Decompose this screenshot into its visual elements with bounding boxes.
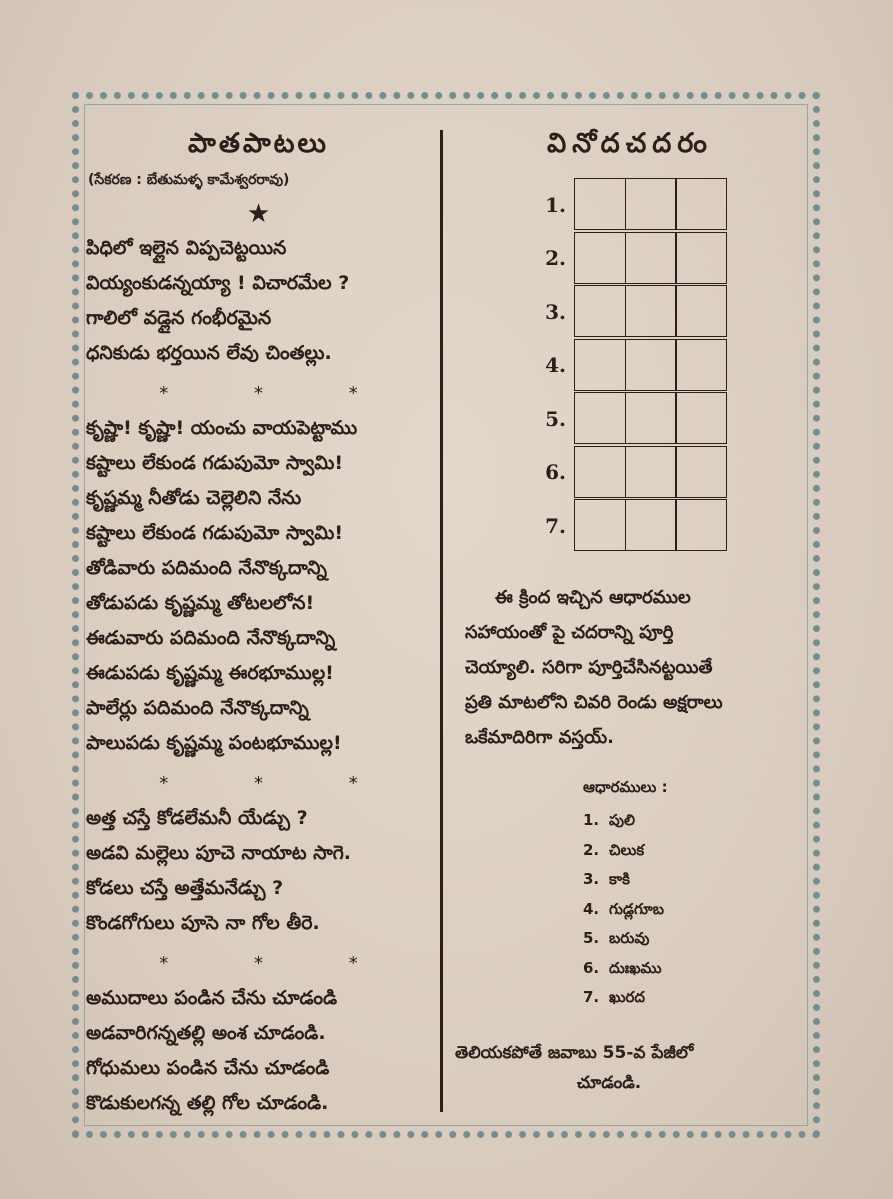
verse-line: అముదాలు పండిన చేను చూడండి (86, 987, 338, 1009)
grid-cell[interactable] (625, 392, 677, 444)
verse-line: కొండగోగులు పూసె నా గోల తీరె. (86, 912, 320, 934)
grid-row (532, 178, 726, 232)
row-number: 5. (545, 406, 566, 431)
grid-cell[interactable] (675, 392, 727, 444)
verse-line: పాలుపడు కృష్ణమ్మ పంటభూముల్ల! (86, 732, 342, 754)
grid-cell[interactable] (574, 339, 626, 391)
stanza-separator: * * * (159, 773, 358, 794)
row-number: 7. (545, 513, 566, 538)
verse-line: కష్టాలు లేకుండ గడుపుమో స్వామి! (86, 452, 343, 474)
verse-line: గాలిలో వడ్లైన గంభీరమైన (86, 307, 272, 329)
grid-cell[interactable] (675, 339, 727, 391)
grid-cell[interactable] (625, 499, 677, 551)
grid-cell[interactable] (675, 446, 727, 498)
clue-item: 1. పులి (583, 811, 635, 829)
verse-line: పాలేర్లు పదిమంది నేనొక్కదాన్ని (86, 697, 309, 719)
stanza-1 (86, 231, 431, 371)
grid-cell[interactable] (574, 446, 626, 498)
row-number: 4. (545, 353, 566, 378)
instruction-line: ఒకేమాదిరిగా వస్తయ్. (465, 727, 615, 748)
row-number: 6. (545, 460, 566, 485)
grid-row (532, 499, 726, 553)
verse-line: కృష్ణా! కృష్ణా! యంచు వాయపెట్టాము (86, 417, 358, 439)
stanza-2 (86, 411, 431, 761)
instruction-line: ప్రతి మాటలోని చివరి రెండు అక్షరాలు (465, 692, 723, 713)
grid-row (532, 285, 726, 339)
grid-row (532, 339, 726, 393)
grid-cell[interactable] (625, 339, 677, 391)
grid-cell[interactable] (675, 232, 727, 284)
instruction-line: సహాయంతో పై చదరాన్ని పూర్తి (465, 622, 674, 643)
stanza-3 (86, 801, 431, 941)
grid-cell[interactable] (675, 285, 727, 337)
column-divider (440, 130, 443, 1112)
verse-line: ఈడుపడు కృష్ణమ్మ ఈరభూముల్ల! (86, 662, 334, 684)
grid-cell[interactable] (625, 446, 677, 498)
verse-line: గోధుమలు పండిన చేను చూడండి (86, 1057, 330, 1079)
stanza-separator: * * * (159, 953, 358, 974)
instruction-line: చెయ్యాలి. సరిగా పూర్తిచేసినట్టయితే (465, 657, 713, 678)
word-square-grid (532, 178, 726, 553)
grid-cell[interactable] (574, 285, 626, 337)
star-icon: ★ (246, 199, 271, 229)
grid-cell[interactable] (625, 232, 677, 284)
verse-line: కోడలు చస్తే అత్తేమనేడ్చు ? (86, 877, 284, 899)
verse-line: ఈడువారు పదిమంది నేనొక్కదాన్ని (86, 627, 336, 649)
clues-list (583, 806, 664, 1013)
grid-cell[interactable] (675, 499, 727, 551)
grid-cell[interactable] (574, 178, 626, 230)
grid-cell[interactable] (675, 178, 727, 230)
verse-line: అత్త చస్తే కోడలేమనీ యేడ్చు ? (86, 807, 308, 829)
instructions (465, 580, 805, 755)
instruction-line: ఈ క్రింద ఇచ్చిన ఆధారముల (495, 587, 691, 608)
clue-item: 5. బరువు (583, 929, 650, 947)
grid-cell[interactable] (625, 285, 677, 337)
row-number: 3. (545, 299, 566, 324)
verse-line: ధనికుడు భర్తయిన లేవు చింతల్లు. (86, 342, 332, 364)
grid-row (532, 446, 726, 500)
clue-item: 3. కాకి (583, 870, 630, 888)
verse-line: కృష్ణమ్మ నీతోడు చెల్లెలిని నేను (86, 487, 302, 509)
verse-line: కొడుకులగన్న తల్లి గోల చూడండి. (86, 1092, 329, 1114)
grid-cell[interactable] (574, 232, 626, 284)
word-square-column (455, 118, 805, 1093)
clues-heading: ఆధారములు : (583, 778, 668, 796)
word-square-title: వినోదచదరం (546, 128, 714, 159)
grid-cell[interactable] (574, 392, 626, 444)
stanza-separator: * * * (159, 383, 358, 404)
grid-cell[interactable] (574, 499, 626, 551)
verse-line: వియ్యంకుడన్నయ్యా ! విచారమేల ? (86, 272, 350, 294)
verse-line: అడవి మల్లెలు పూచె నాయాట సాగె. (86, 842, 351, 864)
clue-item: 6. దుఃఖము (583, 958, 662, 977)
answer-note-line: చూడండి. (577, 1073, 642, 1093)
grid-cell[interactable] (625, 178, 677, 230)
stanza-4 (86, 981, 431, 1121)
verse-line: పిధిలో ఇల్లైన విప్పచెట్టయిన (86, 237, 287, 259)
answer-note (455, 1038, 805, 1098)
clue-item: 4. గుడ్లగూబ (583, 899, 665, 918)
row-number: 2. (545, 246, 566, 271)
old-songs-title: పాతపాటలు (187, 128, 329, 159)
answer-note-line: తెలియకపోతే జవాబు 55-వ పేజీలో (455, 1043, 694, 1063)
verse-line: అడవారిగన్నతల్లి అంశ చూడండి. (86, 1022, 326, 1044)
grid-row (532, 392, 726, 446)
clue-item: 2. చిలుక (583, 840, 645, 859)
old-songs-column (86, 118, 431, 1121)
row-number: 1. (545, 192, 566, 217)
clue-item: 7. ఖురద (583, 988, 646, 1006)
verse-line: తోడుపడు కృష్ణమ్మ తోటలలోన! (86, 592, 315, 614)
grid-row (532, 232, 726, 286)
verse-line: తోడివారు పదిమంది నేనొక్కదాన్ని (86, 557, 328, 579)
verse-line: కష్టాలు లేకుండ గడుపుమో స్వామి! (86, 522, 343, 544)
collector-credit: (సేకరణ : బేతుమళ్ళ కామేశ్వరరావు) (88, 172, 290, 188)
